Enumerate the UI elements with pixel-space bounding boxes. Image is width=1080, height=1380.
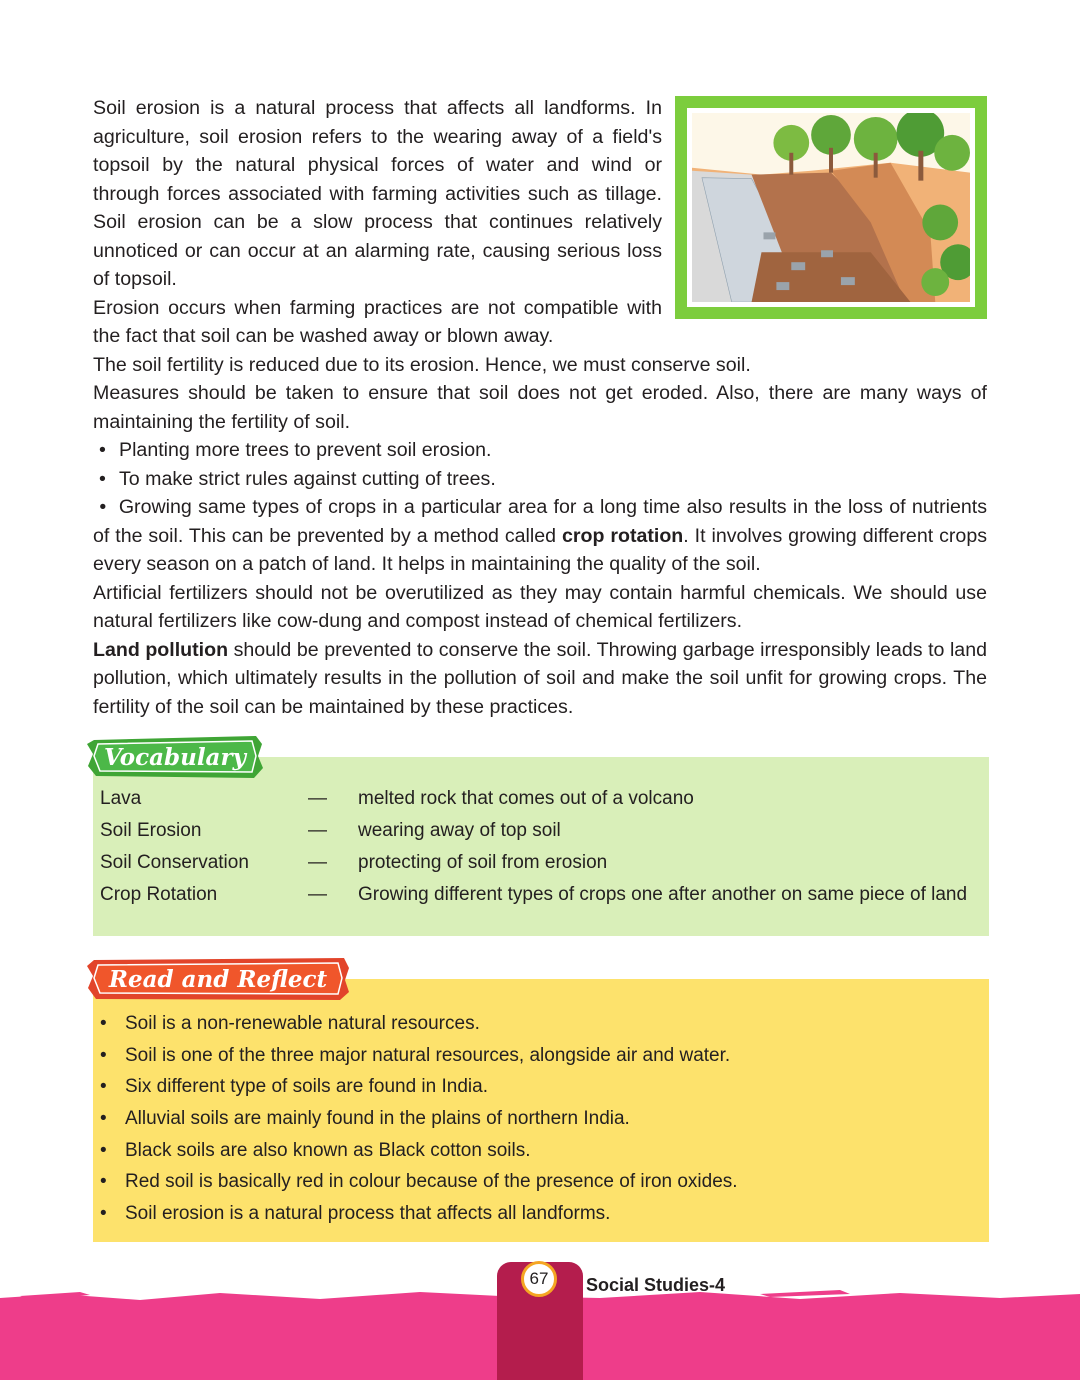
page-number: 67 — [521, 1261, 557, 1297]
vocabulary-definition: Growing different types of crops one after another on same piece of land — [358, 884, 968, 905]
land-pollution-text: should be prevented to conserve the soil. Throwing garbage irresponsibly leads to land pollution, which ultimately results in the pollution of soil and make the soil unfit for growing crops. The fertility of the soil can be maintained by these practices. — [93, 638, 987, 718]
vocabulary-row — [100, 818, 986, 844]
paragraph-fertilizers: Artificial fertilizers should not be overutilized as they may contain harmful chemicals. We should use natural fertilizers like cow-dung and compost instead of chemical fertilizers. — [93, 581, 987, 632]
vocabulary-table — [100, 786, 986, 914]
reflect-item: • Six different type of soils are found in India. — [100, 1074, 980, 1100]
reflect-item: • Soil is a non-renewable natural resources. — [100, 1011, 980, 1037]
bullet-text-a: Growing same types of crops in a particular area for a long time also results in the loss of nutrients of the soil. This can be prevented by a method called — [93, 496, 987, 547]
soil-erosion-illustration — [675, 96, 987, 319]
read-and-reflect-heading-badge — [86, 956, 350, 1002]
bullet-text: To make strict rules against cutting of trees. — [119, 467, 496, 490]
reflect-item: • Soil erosion is a natural process that affects all landforms. — [100, 1201, 980, 1227]
vocabulary-term: Lava — [100, 788, 142, 809]
paragraph-measures: Measures should be taken to ensure that soil does not get eroded. Also, there are many ways of maintaining the fertility of soil. — [93, 382, 987, 433]
vocabulary-definition: wearing away of top soil — [358, 820, 561, 841]
read-and-reflect-title: Read and Reflect — [108, 966, 328, 993]
paragraph-land-pollution — [93, 636, 987, 722]
intro-paragraph-1: Soil erosion is a natural process that affects all landforms. In agriculture, soil erosion refers to the wearing away of a field's topsoil by the natural physical forces of water and wind or through forces associated with farming activities such as tillage. Soil erosion can be a slow process that continues relatively unnoticed or can occur at an alarming rate, causing serious loss of topsoil. — [93, 97, 662, 290]
bullet-text: Planting more trees to prevent soil erosion. — [119, 439, 492, 461]
vocabulary-heading-badge — [86, 734, 264, 780]
vocabulary-row — [100, 882, 986, 908]
book-title: Social Studies-4 — [586, 1275, 726, 1295]
reflect-item: • Black soils are also known as Black cotton soils. — [100, 1138, 980, 1164]
bullet-strict-rules — [93, 465, 987, 494]
reflect-item: • Soil is one of the three major natural resources, alongside air and water. — [100, 1043, 980, 1069]
vocabulary-dash: — — [308, 884, 327, 905]
vocabulary-dash: — — [308, 788, 327, 809]
reflect-item: • Red soil is basically red in colour because of the presence of iron oxides. — [100, 1169, 980, 1195]
vocabulary-term: Crop Rotation — [100, 884, 218, 905]
vocabulary-row — [100, 786, 986, 812]
read-and-reflect-list — [100, 1011, 980, 1233]
body-column — [93, 351, 987, 722]
vocabulary-dash: — — [308, 820, 327, 841]
bullet-planting-trees — [93, 436, 987, 465]
intro-paragraph-2: Erosion occurs when farming practices are not compatible with the fact that soil can be washed away or blown away. — [93, 296, 662, 347]
vocabulary-dash: — — [308, 852, 327, 873]
vocabulary-term: Soil Conservation — [100, 852, 249, 873]
vocabulary-definition: melted rock that comes out of a volcano — [358, 788, 694, 809]
reflect-item: • Alluvial soils are mainly found in the plains of northern India. — [100, 1106, 980, 1132]
vocabulary-term: Soil Erosion — [100, 820, 202, 841]
bullet-text-b: . It involves growing different crops every season on a patch of land. It helps in maintaining the quality of the soil. — [93, 524, 988, 575]
erosion-scene-image — [692, 113, 970, 302]
intro-column — [93, 94, 662, 351]
vocabulary-definition: protecting of soil from erosion — [358, 852, 608, 873]
vocabulary-title: Vocabulary — [104, 744, 246, 771]
land-pollution-term: Land pollution — [93, 638, 229, 661]
crop-rotation-term: crop rotation — [561, 524, 684, 547]
illustration-frame — [687, 108, 975, 307]
vocabulary-row — [100, 850, 986, 876]
paragraph-fertility: The soil fertility is reduced due to its erosion. Hence, we must conserve soil. — [93, 353, 751, 376]
bullet-crop-rotation: • Growing same types of crops in a particular area for a long time also results in the loss of nutrients of the soil. This can be prevented by a method called crop rotation. It involves growing different crops every season on a patch of land. It helps in maintaining the quality of the soil. — [93, 496, 988, 575]
